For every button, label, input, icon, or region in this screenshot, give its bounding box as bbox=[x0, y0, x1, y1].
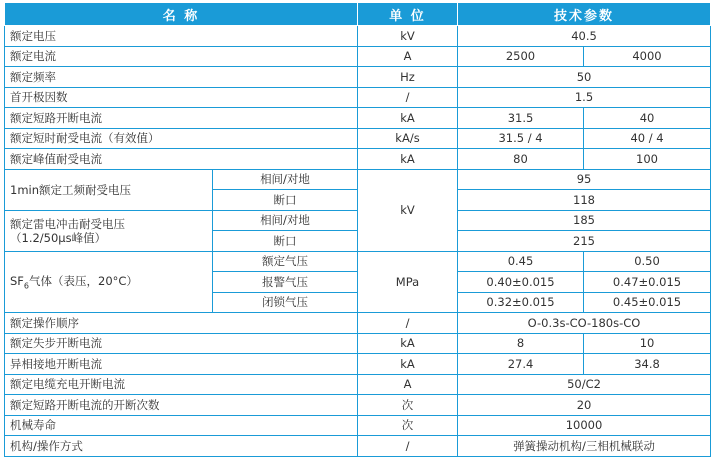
table-row bbox=[5, 354, 711, 375]
row-name: 额定短时耐受电流（有效值） bbox=[5, 128, 358, 149]
table-row bbox=[5, 87, 711, 108]
table-row bbox=[5, 46, 711, 67]
row-unit: 次 bbox=[358, 395, 458, 416]
row-name: 额定峰值耐受电流 bbox=[5, 149, 358, 170]
row-value-2: 0.45±0.015 bbox=[584, 292, 711, 313]
row-value: 50/C2 bbox=[458, 374, 711, 395]
row-value-1: 31.5 bbox=[458, 108, 584, 129]
row-name: 额定电缆充电开断电流 bbox=[5, 374, 358, 395]
row-value-2: 40 / 4 bbox=[584, 128, 711, 149]
row-unit: kA bbox=[358, 108, 458, 129]
table-row bbox=[5, 128, 711, 149]
row-unit: kA bbox=[358, 354, 458, 375]
row-name: 1min额定工频耐受电压 bbox=[5, 169, 213, 210]
row-unit: MPa bbox=[358, 251, 458, 313]
row-value: 95 bbox=[458, 169, 711, 190]
spec-table bbox=[4, 2, 711, 457]
table-row bbox=[5, 251, 711, 272]
row-name: 额定电压 bbox=[5, 26, 358, 47]
row-value-2: 100 bbox=[584, 149, 711, 170]
table-row bbox=[5, 169, 711, 190]
header-params: 技术参数 bbox=[458, 3, 711, 26]
row-value: 215 bbox=[458, 231, 711, 252]
row-subname: 额定气压 bbox=[213, 251, 358, 272]
table-row bbox=[5, 26, 711, 47]
row-value-1: 27.4 bbox=[458, 354, 584, 375]
row-unit: kV bbox=[358, 26, 458, 47]
row-value-1: 8 bbox=[458, 333, 584, 354]
row-subname: 闭锁气压 bbox=[213, 292, 358, 313]
row-value-2: 4000 bbox=[584, 46, 711, 67]
row-value-1: 0.32±0.015 bbox=[458, 292, 584, 313]
row-value-2: 34.8 bbox=[584, 354, 711, 375]
row-name bbox=[5, 251, 213, 313]
row-name-line-1: 额定雷电冲击耐受电压 bbox=[10, 216, 125, 231]
row-name: 异相接地开断电流 bbox=[5, 354, 358, 375]
table-row bbox=[5, 436, 711, 457]
row-value-2: 40 bbox=[584, 108, 711, 129]
row-unit: A bbox=[358, 374, 458, 395]
row-value-1: 2500 bbox=[458, 46, 584, 67]
row-unit: kA/s bbox=[358, 128, 458, 149]
header-name: 名 称 bbox=[5, 3, 358, 26]
table-row bbox=[5, 333, 711, 354]
row-value: 弹簧操动机构/三相机械联动 bbox=[458, 436, 711, 457]
row-subname: 断口 bbox=[213, 190, 358, 211]
row-value: 50 bbox=[458, 67, 711, 88]
table-row bbox=[5, 108, 711, 129]
row-subname: 相间/对地 bbox=[213, 210, 358, 231]
table-row bbox=[5, 415, 711, 436]
sf6-subscript: 6 bbox=[23, 281, 30, 291]
row-name bbox=[5, 210, 213, 251]
row-unit: kA bbox=[358, 333, 458, 354]
row-value: 20 bbox=[458, 395, 711, 416]
table-row bbox=[5, 374, 711, 395]
row-value: 185 bbox=[458, 210, 711, 231]
row-value: 10000 bbox=[458, 415, 711, 436]
row-name: 额定频率 bbox=[5, 67, 358, 88]
row-value-2: 0.47±0.015 bbox=[584, 272, 711, 293]
row-value-1: 0.40±0.015 bbox=[458, 272, 584, 293]
row-value: 40.5 bbox=[458, 26, 711, 47]
row-unit: A bbox=[358, 46, 458, 67]
row-unit: kA bbox=[358, 149, 458, 170]
table-row bbox=[5, 313, 711, 334]
row-name: 额定失步开断电流 bbox=[5, 333, 358, 354]
row-value-1: 0.45 bbox=[458, 251, 584, 272]
row-name: 额定电流 bbox=[5, 46, 358, 67]
row-value-1: 80 bbox=[458, 149, 584, 170]
row-value: 1.5 bbox=[458, 87, 711, 108]
table-row bbox=[5, 149, 711, 170]
row-name: 机械寿命 bbox=[5, 415, 358, 436]
row-name-line-2: （1.2/50μs峰值） bbox=[10, 230, 107, 245]
row-value-1: 31.5 / 4 bbox=[458, 128, 584, 149]
sf6-suffix: 气体（表压，20°C） bbox=[29, 274, 138, 289]
row-name: 额定短路开断电流的开断次数 bbox=[5, 395, 358, 416]
header-unit: 单 位 bbox=[358, 3, 458, 26]
row-value: O-0.3s-CO-180s-CO bbox=[458, 313, 711, 334]
row-value-2: 10 bbox=[584, 333, 711, 354]
row-subname: 报警气压 bbox=[213, 272, 358, 293]
row-unit: / bbox=[358, 313, 458, 334]
sf6-prefix: SF bbox=[10, 274, 24, 289]
row-name: 额定短路开断电流 bbox=[5, 108, 358, 129]
row-subname: 断口 bbox=[213, 231, 358, 252]
row-value-2: 0.50 bbox=[584, 251, 711, 272]
row-unit: / bbox=[358, 87, 458, 108]
row-subname: 相间/对地 bbox=[213, 169, 358, 190]
table-row bbox=[5, 395, 711, 416]
row-unit: kV bbox=[358, 169, 458, 251]
row-name: 额定操作顺序 bbox=[5, 313, 358, 334]
table-header-row bbox=[5, 3, 711, 26]
row-value: 118 bbox=[458, 190, 711, 211]
row-name: 首开极因数 bbox=[5, 87, 358, 108]
row-unit: 次 bbox=[358, 415, 458, 436]
table-row bbox=[5, 67, 711, 88]
row-name: 机构/操作方式 bbox=[5, 436, 358, 457]
row-unit: / bbox=[358, 436, 458, 457]
row-unit: Hz bbox=[358, 67, 458, 88]
